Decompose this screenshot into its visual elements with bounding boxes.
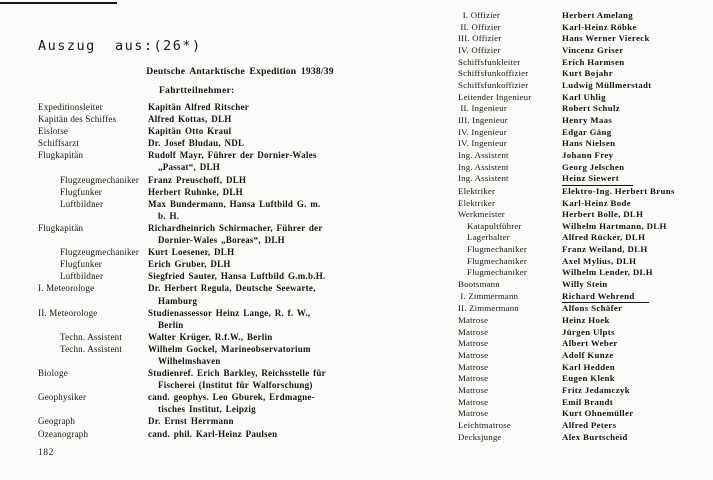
list-item	[458, 315, 710, 327]
role-label: IV. Offizier	[458, 44, 501, 55]
role-label: Schiffsfunkleiter	[458, 56, 521, 67]
role-label: Ozeanograph	[38, 428, 89, 439]
person-name	[562, 303, 710, 315]
list-item	[38, 331, 442, 343]
person-name	[562, 45, 710, 57]
right-page-entries	[458, 10, 710, 443]
list-item	[38, 101, 442, 113]
person-name-line: Erich Harmsen	[562, 56, 625, 67]
role-label: Elektriker	[458, 185, 496, 196]
person-name-line: Henry Maas	[562, 114, 613, 125]
role-label: Matrose	[458, 350, 489, 361]
role-label: Kapitän des Schiffes	[38, 114, 117, 125]
person-name	[562, 92, 710, 104]
role-label: Flugzeugmechaniker	[60, 174, 140, 185]
person-name-line: Dr. Herbert Regula, Deutsche Seewarte,	[148, 283, 316, 294]
role-label: Ing. Assistent	[458, 161, 509, 172]
role-label: Ing. Assistent	[458, 173, 509, 184]
person-name	[562, 373, 710, 385]
person-name-line: Herbert Bolle, DLH	[562, 209, 644, 220]
person-name	[562, 279, 710, 291]
list-item	[458, 103, 710, 115]
person-name	[562, 209, 710, 221]
role-label: Decksjunge	[458, 431, 502, 442]
participants-subheading: Fahrtteilnehmer:	[159, 86, 235, 96]
role-label: Flugzeugmechaniker	[60, 247, 140, 258]
person-name	[148, 331, 442, 343]
role-label: Schiffsarzt	[38, 138, 80, 149]
person-name	[562, 244, 710, 256]
person-name-line: Dr. Josef Bludau, NDL	[148, 138, 245, 149]
person-name-line: Robert Schulz	[562, 103, 621, 114]
person-name-line: Karl-Heinz Bode	[562, 197, 632, 208]
person-name	[562, 385, 710, 397]
role-label: I. Meteorologe	[38, 283, 95, 294]
role-label: Luftbildner	[60, 198, 104, 209]
role-label: Schiffsfunkoffizier	[458, 79, 529, 90]
person-name	[562, 267, 710, 279]
list-item	[38, 367, 442, 391]
role-label: Biologe	[38, 368, 68, 379]
person-name-line: Siegfried Sauter, Hansa Luftbild G.m.b.H.	[148, 271, 326, 282]
list-item	[458, 209, 710, 221]
person-name	[148, 174, 442, 186]
person-name-line: Kurt Bojahr	[562, 68, 614, 79]
person-name-line: cand. phil. Karl-Heinz Paulsen	[148, 428, 278, 439]
person-name	[562, 150, 710, 162]
role-label: I. Offizier	[458, 10, 501, 20]
person-name	[148, 113, 442, 125]
role-label: Luftbildner	[60, 271, 104, 282]
role-label: Schiffsfunkoffizier	[458, 68, 529, 79]
person-name	[562, 221, 710, 233]
list-item	[458, 373, 710, 385]
person-name	[562, 68, 710, 80]
role-label: Lagerhalter	[467, 232, 510, 243]
person-name	[562, 10, 710, 22]
person-name-line: Kurt Loesener, DLH	[148, 247, 235, 258]
list-item	[458, 303, 710, 315]
person-name	[562, 22, 710, 34]
person-name	[148, 198, 442, 222]
person-name	[562, 362, 710, 374]
person-name-line: Alfred Kottas, DLH	[148, 114, 232, 125]
person-name-line: Emil Brandt	[562, 396, 614, 407]
list-item	[458, 279, 710, 291]
list-item	[458, 57, 710, 69]
person-name-line: Karl Hedden	[562, 361, 615, 372]
list-item	[458, 45, 710, 57]
person-name-line: Dr. Ernst Herrmann	[148, 416, 234, 427]
role-label: Matrose	[458, 315, 489, 326]
list-item	[38, 113, 442, 125]
list-item	[38, 343, 442, 367]
person-name-line: Fischerei (Institut für Walforschung)	[158, 380, 313, 391]
person-name	[562, 350, 710, 362]
role-label: Ing. Assistent	[458, 149, 509, 160]
person-name-line: Eugen Klenk	[562, 373, 615, 384]
list-item	[38, 137, 442, 149]
person-name-line: Wilhelm Lender, DLH	[562, 267, 653, 278]
list-item	[458, 138, 710, 150]
role-label: Eislotse	[38, 126, 69, 137]
role-label: II. Offizier	[458, 21, 501, 32]
role-label: Elektriker	[458, 197, 496, 208]
person-name	[148, 282, 442, 306]
person-name-line: „Passat“, DLH	[158, 162, 220, 173]
role-label: Geograph	[38, 416, 76, 427]
list-item	[38, 282, 442, 306]
role-label: III. Ingenieur	[458, 114, 508, 125]
person-name-line: Franz Weiland, DLH	[562, 244, 648, 255]
person-name-line: Wilhelmshaven	[158, 355, 221, 366]
list-item	[458, 92, 710, 104]
person-name-line: Karl Uhlig	[562, 91, 606, 102]
person-name	[148, 222, 442, 246]
list-item	[38, 174, 442, 186]
person-name-line: Richardheinrich Schirmacher, Führer der	[148, 222, 323, 233]
person-name-line: Albert Weber	[562, 338, 618, 349]
person-name	[148, 125, 442, 137]
role-label: Matrose	[458, 408, 489, 419]
list-item	[458, 327, 710, 339]
person-name-line: Hans Nielsen	[562, 138, 616, 149]
list-item	[458, 338, 710, 350]
person-name	[562, 33, 710, 45]
list-item	[458, 244, 710, 256]
role-label: II. Meteorologe	[38, 307, 98, 318]
person-name-line: Willy Stein	[562, 279, 608, 290]
role-label: Katapultführer	[467, 220, 522, 231]
person-name	[562, 232, 710, 244]
list-item	[458, 68, 710, 80]
left-page	[38, 38, 442, 458]
person-name	[148, 101, 442, 113]
person-name-line: Heinz Siewert	[562, 173, 633, 186]
list-item	[458, 232, 710, 244]
person-name-line: Elektro-Ing. Herbert Bruns	[562, 185, 675, 196]
list-item	[458, 198, 710, 210]
role-label: II. Zimmermann	[458, 303, 519, 314]
page-number: 182	[38, 446, 54, 458]
role-label: Flugkapitän	[38, 150, 84, 161]
list-item	[38, 258, 442, 270]
person-name	[562, 57, 710, 69]
person-name-line: Studienassessor Heinz Lange, R. f. W.,	[148, 307, 311, 318]
person-name	[148, 137, 442, 149]
list-item	[38, 222, 442, 246]
role-label: II. Ingenieur	[458, 103, 507, 114]
person-name-line: cand. geophys. Leo Gburek, Erdmagne-	[148, 392, 315, 403]
role-label: IV. Ingenieur	[458, 138, 507, 149]
person-name	[148, 367, 442, 391]
person-name-line: Adolf Kunze	[562, 350, 614, 361]
person-name-line: Alfons Schäfer	[562, 303, 623, 314]
person-name	[148, 343, 442, 367]
role-label: Matrose	[458, 326, 489, 337]
role-label: III. Offizier	[458, 33, 502, 44]
list-item	[458, 291, 710, 304]
expedition-heading: Deutsche Antarktische Expedition 1938/39	[146, 66, 334, 77]
role-label: IV. Ingenieur	[458, 126, 507, 137]
list-item	[38, 391, 442, 415]
list-item	[38, 125, 442, 137]
person-name	[148, 307, 442, 331]
person-name-line: Rudolf Mayr, Führer der Dornier-Wales	[148, 150, 317, 161]
list-item	[458, 362, 710, 374]
role-label: Matrose	[458, 385, 489, 395]
person-name-line: Jürgen Ulpts	[562, 326, 615, 337]
page-title: Auszug aus:(26*)	[38, 38, 202, 54]
role-label: I. Zimmermann	[458, 290, 519, 301]
person-name-line: Edgar Gäng	[562, 126, 612, 137]
list-item	[38, 246, 442, 258]
person-name-line: Wilhelm Hartmann, DLH	[562, 220, 667, 231]
person-name-line: Richard Wehrend	[562, 291, 649, 304]
person-name-line: Georg Jelschen	[562, 161, 625, 172]
person-name-line: Vincenz Griser	[562, 44, 624, 55]
person-name-line: Dornier-Wales „Boreas“, DLH	[158, 235, 285, 246]
role-label: Flugmechaniker	[467, 244, 527, 255]
list-item	[458, 162, 710, 174]
person-name-line: Erich Gruber, DLH	[148, 259, 231, 270]
role-label: Expeditionsleiter	[38, 102, 103, 112]
person-name	[562, 138, 710, 150]
person-name-line: Johann Frey	[562, 149, 614, 160]
list-item	[38, 149, 442, 173]
person-name	[148, 246, 442, 258]
person-name	[562, 173, 710, 186]
person-name-line: Wilhelm Gockel, Marineobservatorium	[148, 343, 311, 354]
role-label: Leitender Ingenieur	[458, 91, 532, 102]
list-item	[458, 33, 710, 45]
list-item	[458, 397, 710, 409]
list-item	[458, 80, 710, 92]
list-item	[458, 10, 710, 22]
person-name	[562, 80, 710, 92]
person-name	[148, 186, 442, 198]
person-name	[148, 258, 442, 270]
list-item	[38, 198, 442, 222]
role-label: Matrose	[458, 396, 489, 407]
person-name	[562, 186, 710, 198]
person-name	[562, 127, 710, 139]
person-name	[562, 408, 710, 420]
list-item	[458, 385, 710, 397]
list-item	[458, 115, 710, 127]
person-name	[148, 415, 442, 427]
role-label: Matrose	[458, 361, 489, 372]
person-name-line: Heinz Hoek	[562, 315, 610, 326]
list-item	[38, 270, 442, 282]
person-name	[562, 291, 710, 304]
list-item	[458, 256, 710, 268]
right-page	[458, 10, 710, 443]
role-label: Matrose	[458, 338, 489, 349]
person-name	[562, 327, 710, 339]
list-item	[38, 186, 442, 198]
role-label: Werkmeister	[458, 209, 505, 220]
person-name-line: Max Bundermann, Hansa Luftbild G. m.	[148, 198, 321, 209]
role-label: Techn. Assistent	[60, 331, 123, 342]
list-item	[38, 307, 442, 331]
role-label: Flugmechaniker	[467, 267, 527, 278]
person-name	[562, 162, 710, 174]
list-item	[458, 350, 710, 362]
person-name	[562, 420, 710, 432]
person-name-line: Alfred Peters	[562, 419, 617, 430]
person-name	[148, 149, 442, 173]
person-name	[562, 103, 710, 115]
role-label: Bootsmann	[458, 279, 500, 290]
person-name-line: Walter Krüger, R.f.W., Berlin	[148, 331, 273, 342]
list-item	[458, 173, 710, 186]
list-item	[458, 22, 710, 34]
person-name-line: Herbert Ruhnke, DLH	[148, 186, 243, 197]
person-name	[148, 428, 442, 440]
person-name-line: Franz Preuschoff, DLH	[148, 174, 247, 185]
list-item	[458, 432, 710, 444]
person-name	[562, 315, 710, 327]
role-label: Flugmechaniker	[467, 255, 527, 266]
person-name	[562, 432, 710, 444]
person-name-line: Hamburg	[158, 295, 198, 306]
person-name	[148, 391, 442, 415]
person-name-line: Kapitän Alfred Ritscher	[148, 102, 249, 112]
person-name-line: Alfred Rücker, DLH	[562, 232, 646, 243]
role-label: Matrose	[458, 373, 489, 384]
list-item	[458, 127, 710, 139]
person-name	[562, 338, 710, 350]
person-name-line: Berlin	[158, 319, 184, 330]
role-label: Flugfunker	[60, 186, 102, 197]
scan-artifact-line	[0, 2, 117, 4]
person-name	[562, 256, 710, 268]
person-name-line: Herbert Amelang	[562, 10, 633, 20]
person-name	[562, 115, 710, 127]
person-name-line: Hans Werner Viereck	[562, 33, 650, 44]
person-name-line: tisches Institut, Leipzig	[158, 404, 256, 415]
list-item	[458, 186, 710, 198]
left-page-entries	[38, 101, 442, 440]
list-item	[458, 150, 710, 162]
person-name	[148, 270, 442, 282]
list-item	[38, 428, 442, 440]
role-label: Geophysiker	[38, 392, 87, 403]
role-label: Techn. Assistent	[60, 343, 123, 354]
person-name-line: Kapitän Otto Kraul	[148, 126, 232, 137]
list-item	[458, 267, 710, 279]
list-item	[458, 221, 710, 233]
person-name-line: Studienref. Erich Barkley, Reichsstelle für	[148, 368, 326, 379]
person-name	[562, 198, 710, 210]
person-name-line: Axel Mylius, DLH	[562, 255, 637, 266]
person-name-line: Ludwig Müllmerstadt	[562, 79, 652, 90]
person-name-line: Fritz Jedamczyk	[562, 385, 631, 395]
list-item	[458, 420, 710, 432]
role-label: Flugfunker	[60, 259, 102, 270]
list-item	[38, 415, 442, 427]
role-label: Flugkapitän	[38, 222, 84, 233]
person-name-line: b. H.	[158, 210, 180, 221]
person-name-line: Kurt Ohnemüller	[562, 408, 634, 419]
list-item	[458, 408, 710, 420]
person-name	[562, 397, 710, 409]
person-name-line: Karl-Heinz Röbke	[562, 21, 637, 32]
person-name-line: Alex Burtscheid	[562, 431, 628, 442]
role-label: Leichtmatrose	[458, 419, 511, 430]
